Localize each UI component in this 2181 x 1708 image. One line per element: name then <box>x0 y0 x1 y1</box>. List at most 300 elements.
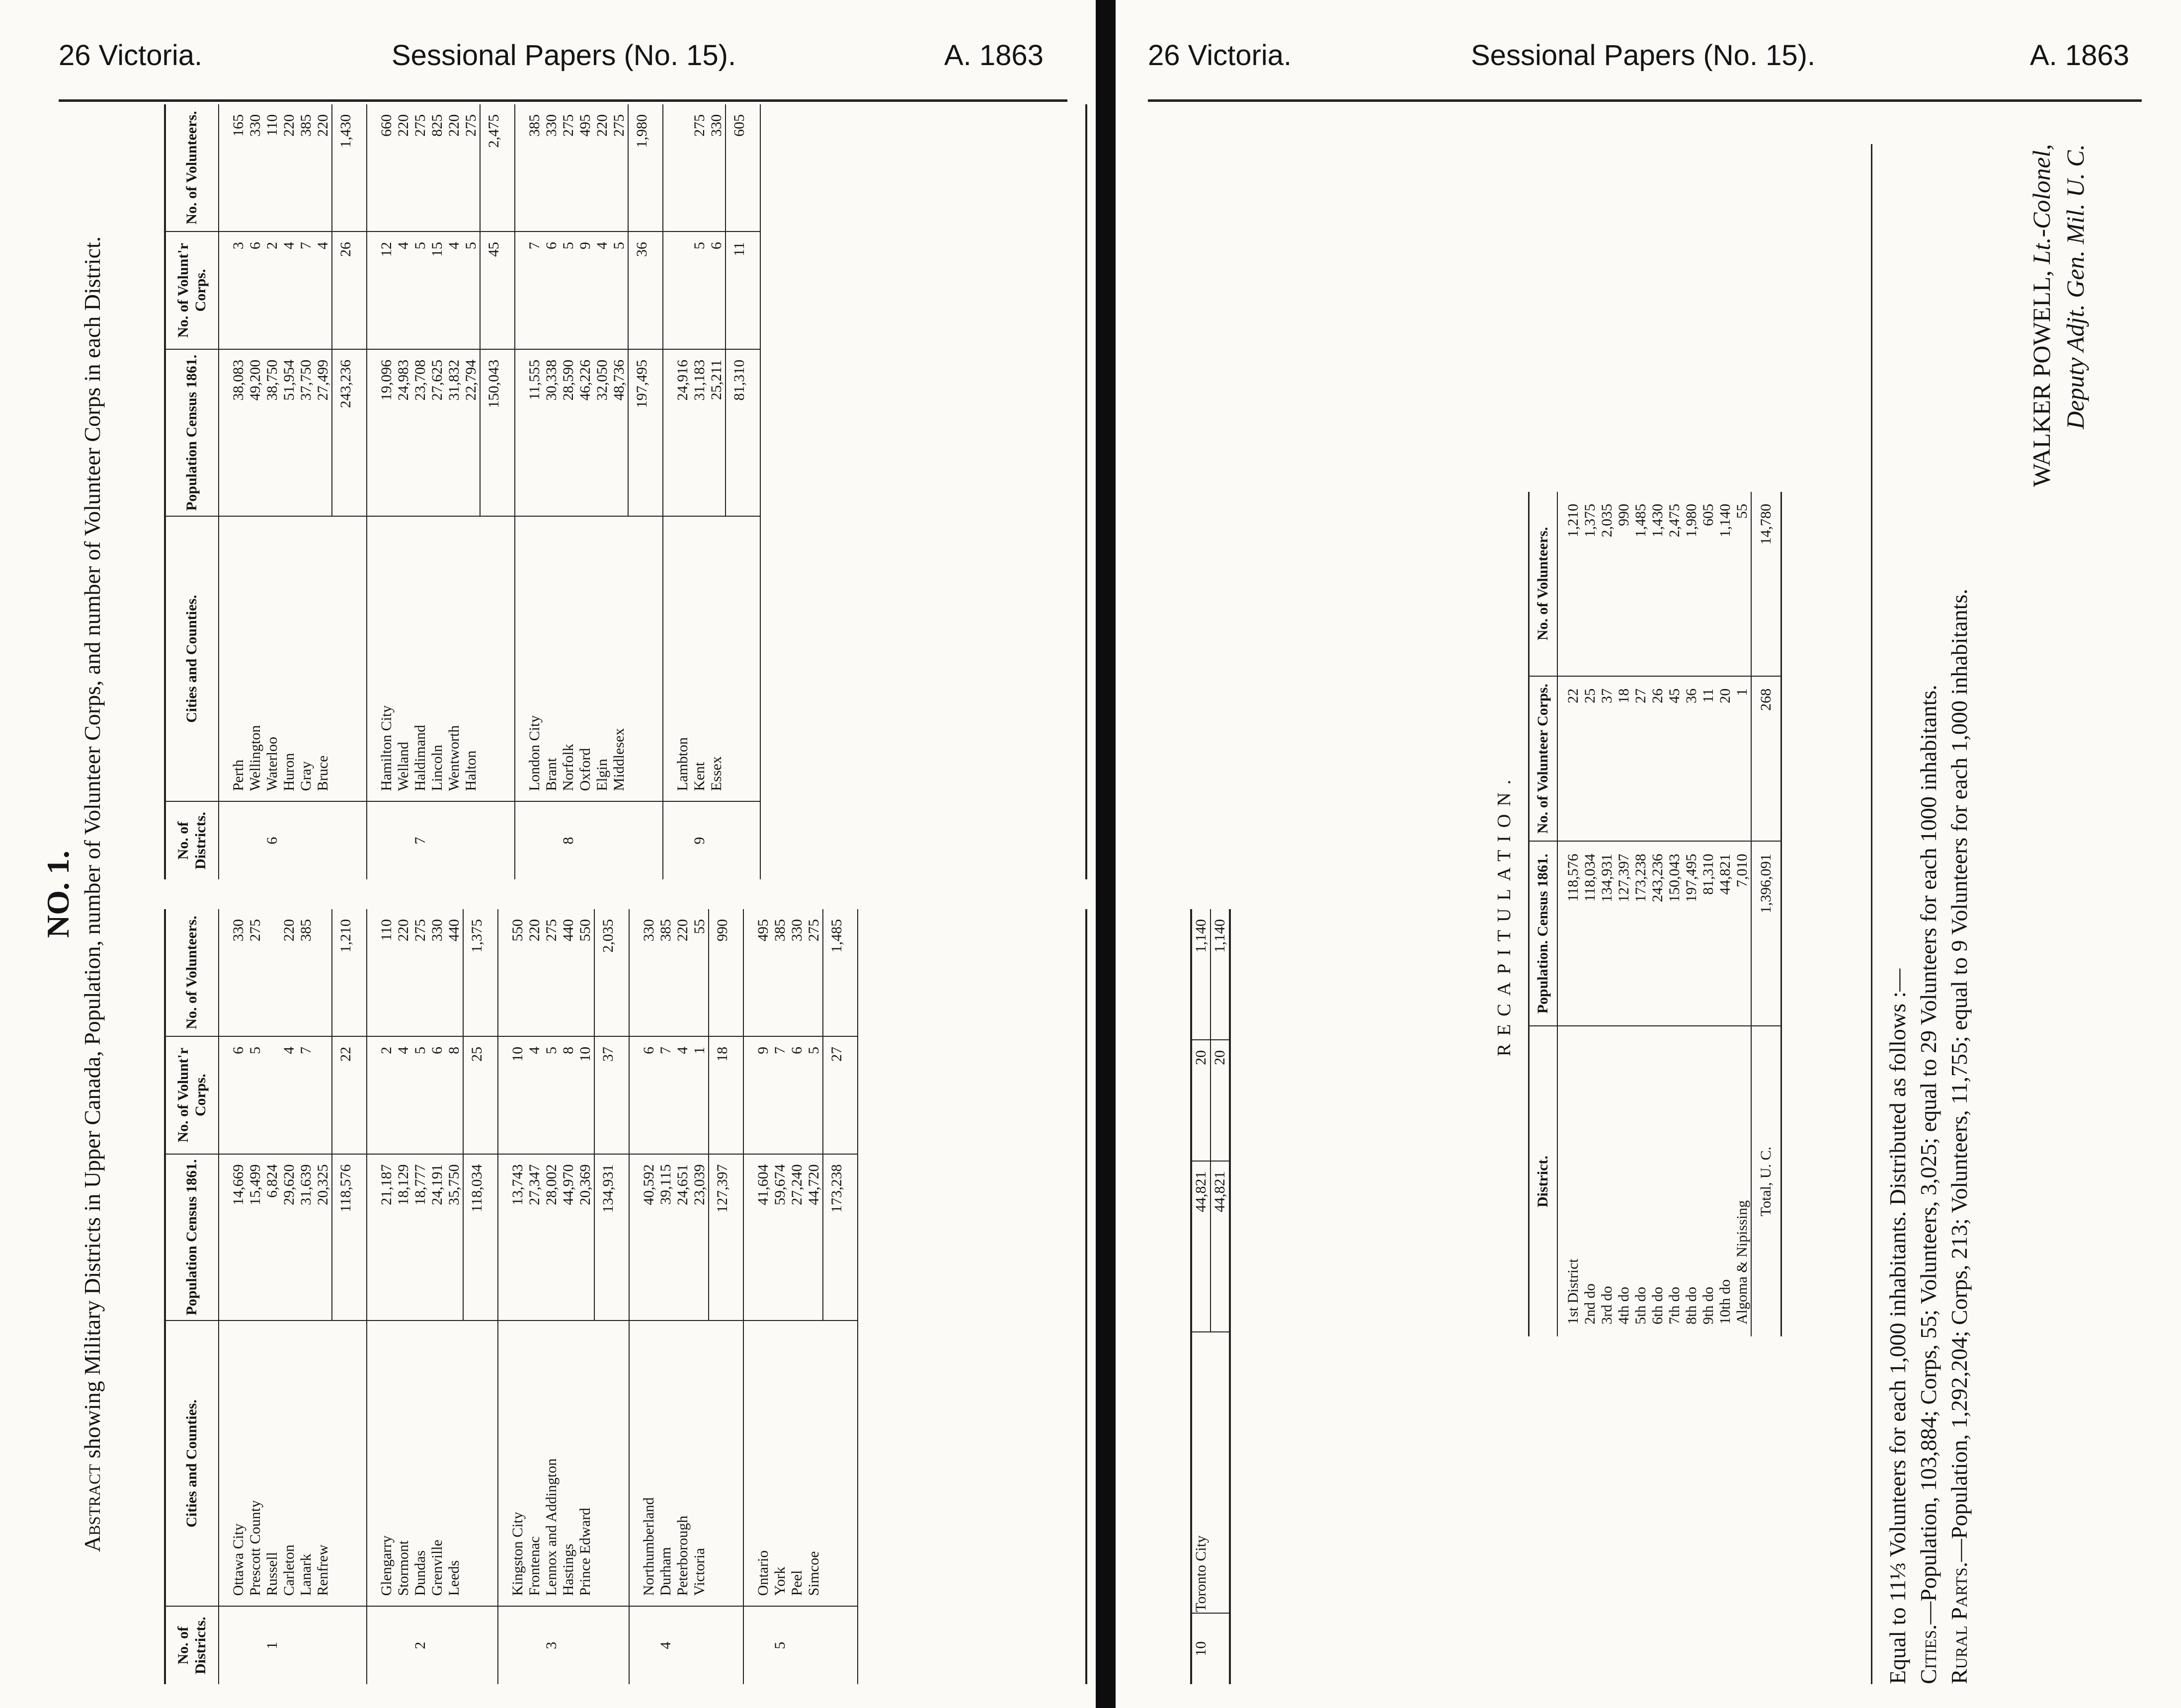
population-value: 27,499 <box>315 349 332 516</box>
volunteers-total: 1,485 <box>823 909 858 1036</box>
total-row <box>709 909 743 1684</box>
district-number <box>515 801 543 879</box>
district-number: 2 <box>412 1606 429 1684</box>
district-number <box>691 1606 709 1684</box>
recap-corps: 37 <box>1599 676 1616 842</box>
header-session-right: 26 Victoria. <box>1148 39 1292 72</box>
table-row <box>395 104 412 879</box>
population-value: 30,338 <box>543 349 560 516</box>
volunteers-value: 385 <box>657 919 674 941</box>
district-col-header: No. of Districts. <box>166 1606 219 1684</box>
table-row <box>446 909 463 1684</box>
population-value: 48,736 <box>611 349 628 516</box>
population-value: 23,708 <box>412 349 429 516</box>
recap-total-corps: 268 <box>1751 676 1781 842</box>
corps-value: 6 <box>543 232 560 349</box>
blank-cell <box>823 1320 858 1606</box>
corps-value: 4 <box>674 1036 691 1154</box>
city-name: Welland <box>395 516 412 801</box>
volunteers-value: 275 <box>412 114 428 137</box>
population-value: 27,347 <box>526 1154 543 1321</box>
recap-population: 127,397 <box>1616 841 1632 1026</box>
city-name: Perth <box>219 516 247 801</box>
volunteers-total: 990 <box>709 909 743 1036</box>
population-value: 40,592 <box>629 1154 657 1321</box>
recap-row <box>1632 492 1649 1336</box>
blank-cell <box>628 516 663 801</box>
volunteers-value <box>264 909 281 1036</box>
population-value: 24,191 <box>429 1154 446 1321</box>
district-number <box>611 801 628 879</box>
volunteers-total: 1,375 <box>463 909 498 1036</box>
district-number <box>315 1606 332 1684</box>
population-value: 25,211 <box>708 349 726 516</box>
total-row <box>726 104 760 879</box>
blank-cell <box>709 1320 743 1606</box>
population-value: 27,240 <box>789 1154 806 1321</box>
table-row <box>247 104 264 879</box>
population-value: 51,954 <box>281 349 298 516</box>
district-number: 1 <box>264 1606 281 1684</box>
district-number <box>577 801 594 879</box>
city-name: Carleton <box>281 1320 298 1606</box>
city-name: Peel <box>789 1320 806 1606</box>
blank-cell <box>823 1606 858 1684</box>
table-row <box>219 909 247 1684</box>
city-name: Lanark <box>298 1320 315 1606</box>
district-number <box>429 801 446 879</box>
district-number <box>577 1606 594 1684</box>
corps-total: 36 <box>628 232 663 349</box>
recap-row <box>1717 492 1734 1336</box>
recap-corps: 18 <box>1616 676 1632 842</box>
volunteers-value: 440 <box>560 919 576 941</box>
recap-corps: 26 <box>1649 676 1666 842</box>
corps-total: 27 <box>823 1036 858 1154</box>
population-value: 13,743 <box>498 1154 526 1321</box>
signature-office: Deputy Adjt. Gen. Mil. U. C. <box>2061 144 2089 429</box>
population-value: 31,832 <box>446 349 463 516</box>
city-name: Northumberland <box>629 1320 657 1606</box>
note-rural-label: Rural Parts. <box>1946 1561 1972 1684</box>
volunteers-total: 1,430 <box>332 104 367 232</box>
volunteers-value: 220 <box>526 919 543 941</box>
population-total: 197,495 <box>628 349 663 516</box>
table-row <box>629 909 657 1684</box>
city-name: Ottawa City <box>219 1320 247 1606</box>
city-name: Peterborough <box>674 1320 691 1606</box>
recap-volunteers: 1,375 <box>1581 504 1598 538</box>
blank-cell <box>594 1606 629 1684</box>
table-row <box>594 104 611 879</box>
district-number <box>560 1606 577 1684</box>
recap-district: 10th do <box>1717 1026 1734 1336</box>
district-number <box>674 1606 691 1684</box>
corps-value: 5 <box>560 232 577 349</box>
city-name: Kingston City <box>498 1320 526 1606</box>
notes <box>1871 144 1975 1684</box>
abstract-table <box>166 909 858 1684</box>
corps-value: 5 <box>543 1036 560 1154</box>
population-total: 134,931 <box>594 1154 629 1321</box>
corps-value: 6 <box>247 232 264 349</box>
recap-row <box>1599 492 1616 1336</box>
district-number <box>663 801 691 879</box>
corps-value: 8 <box>446 1036 463 1154</box>
volunteers-value: 495 <box>577 114 593 137</box>
city-name: Wentworth <box>446 516 463 801</box>
population-value: 24,651 <box>674 1154 691 1321</box>
population-value: 46,226 <box>577 349 594 516</box>
population-value: 20,325 <box>315 1154 332 1321</box>
volunteers-value: 220 <box>594 114 610 137</box>
recap-population: 7,010 <box>1734 841 1751 1026</box>
recap-corps: 20 <box>1717 676 1734 842</box>
recap-row <box>1700 492 1717 1336</box>
corps-value: 6 <box>708 232 726 349</box>
corps-col-header: No. of Volunt'r Corps. <box>166 1036 219 1154</box>
table-row <box>264 104 281 879</box>
corps-value: 9 <box>743 1036 772 1154</box>
population-value: 19,096 <box>367 349 395 516</box>
corps-total: 45 <box>480 232 515 349</box>
corps-value: 5 <box>412 1036 429 1154</box>
signature-line1 <box>2025 144 2059 740</box>
city-name: Essex <box>708 516 726 801</box>
left-rotated-content <box>40 104 1093 1684</box>
recap-volunteers: 605 <box>1699 504 1716 526</box>
city-name: Prince Edward <box>577 1320 594 1606</box>
district-number <box>281 801 298 879</box>
table-row <box>446 104 463 879</box>
table-row <box>674 909 691 1684</box>
city-name: Prescott County <box>247 1320 264 1606</box>
table-row <box>281 104 298 879</box>
corps-value: 4 <box>315 232 332 349</box>
volunteers-value: 220 <box>395 919 411 941</box>
population-value: 44,970 <box>560 1154 577 1321</box>
document-title <box>80 124 106 1664</box>
corps-value <box>663 232 691 349</box>
right-rotated-content <box>1135 104 2149 1684</box>
district-number: 8 <box>560 801 577 879</box>
corps-total: 22 <box>332 1036 367 1154</box>
city-name: Norfolk <box>560 516 577 801</box>
blank-cell <box>332 1606 367 1684</box>
city-name: Waterloo <box>264 516 281 801</box>
population-value: 24,916 <box>663 349 691 516</box>
recap-corps: 11 <box>1700 676 1717 842</box>
recap-corps: 25 <box>1582 676 1599 842</box>
total-row <box>463 909 498 1684</box>
population-value: 59,674 <box>772 1154 789 1321</box>
volunteers-value: 275 <box>412 919 428 941</box>
population-total: 44,821 <box>1211 1161 1230 1332</box>
table-row <box>412 909 429 1684</box>
total-row <box>823 909 858 1684</box>
blank-cell <box>332 516 367 801</box>
volunteers-total: 605 <box>726 104 760 232</box>
corps-value: 4 <box>395 232 412 349</box>
corps-value <box>315 1036 332 1154</box>
recap-corps: 1 <box>1734 676 1751 842</box>
city-name: York <box>772 1320 789 1606</box>
corps-value: 9 <box>577 232 594 349</box>
district-number <box>789 1606 806 1684</box>
note-cities-text: —Population, 103,884; Corps, 55; Volunteers, 3,025; equal to 29 Volunteers for each 1000 inhabitants. <box>1916 685 1941 1625</box>
table-row <box>806 909 823 1684</box>
table-row <box>577 104 594 879</box>
volunteers-value: 385 <box>298 114 314 137</box>
recap-population: 81,310 <box>1700 841 1717 1026</box>
corps-value: 3 <box>219 232 247 349</box>
recap-district: 1st District <box>1557 1026 1582 1336</box>
table-row <box>367 909 395 1684</box>
blank-cell <box>480 516 515 801</box>
corps-value: 7 <box>772 1036 789 1154</box>
table-row <box>691 909 709 1684</box>
recap-volunteers: 1,980 <box>1683 504 1699 538</box>
table-row <box>543 104 560 879</box>
district-number <box>446 801 463 879</box>
city-name: London City <box>515 516 543 801</box>
signature-rank: Lt.-Colonel, <box>2027 144 2055 264</box>
district-number: 10 <box>1191 1613 1211 1684</box>
recap-row <box>1582 492 1599 1336</box>
blank-cell <box>332 801 367 879</box>
corps-col-header: No. of Volunt'r Corps. <box>166 232 219 349</box>
table-row <box>429 104 446 879</box>
recap-corps: 27 <box>1632 676 1649 842</box>
volunteers-value: 275 <box>247 919 263 941</box>
population-total: 173,238 <box>823 1154 858 1321</box>
city-name: Victoria <box>691 1320 709 1606</box>
recap-volunteers: 55 <box>1733 504 1750 519</box>
corps-total: 25 <box>463 1036 498 1154</box>
population-value: 18,129 <box>395 1154 412 1321</box>
city-name: Haldimand <box>412 516 429 801</box>
volunteers-value: 55 <box>691 919 708 934</box>
corps-value: 5 <box>691 232 708 349</box>
volunteers-col-header: No. of Volunteers. <box>166 104 219 232</box>
note-cities <box>1913 144 1944 1684</box>
table-row <box>298 104 315 879</box>
recap-district: 4th do <box>1616 1026 1632 1336</box>
corps-value: 6 <box>789 1036 806 1154</box>
volunteers-value: 330 <box>230 919 246 941</box>
corps-value: 1 <box>691 1036 709 1154</box>
population-value: 44,821 <box>1191 1161 1211 1332</box>
recap-district: 3rd do <box>1599 1026 1616 1336</box>
table-row <box>315 104 332 879</box>
table-row <box>315 909 332 1684</box>
corps-value: 7 <box>657 1036 674 1154</box>
recap-district: Algoma & Nipissing <box>1734 1026 1751 1336</box>
city-name: Hastings <box>560 1320 577 1606</box>
table-row <box>219 104 247 879</box>
city-name: Oxford <box>577 516 594 801</box>
corps-value: 5 <box>247 1036 264 1154</box>
volunteers-value: 220 <box>674 919 691 941</box>
recap-title: RECAPITULATION. <box>1494 772 1515 1057</box>
recap-total-population: 1,396,091 <box>1751 841 1781 1026</box>
corps-value: 15 <box>429 232 446 349</box>
volunteers-value: 275 <box>463 114 479 137</box>
volunteers-total: 2,035 <box>594 909 629 1036</box>
corps-value: 20 <box>1191 1040 1211 1161</box>
total-row <box>594 909 629 1684</box>
population-value: 23,039 <box>691 1154 709 1321</box>
table-row <box>611 104 628 879</box>
population-value: 27,625 <box>429 349 446 516</box>
table-row <box>463 104 480 879</box>
corps-value: 6 <box>429 1036 446 1154</box>
population-value: 29,620 <box>281 1154 298 1321</box>
city-name: Kent <box>691 516 708 801</box>
table-row <box>663 104 691 879</box>
volunteers-value: 275 <box>611 114 627 137</box>
total-row <box>628 104 663 879</box>
table-row <box>691 104 708 879</box>
district-number <box>367 801 395 879</box>
city-name: Lincoln <box>429 516 446 801</box>
table-row <box>412 104 429 879</box>
volunteers-value: 275 <box>691 114 708 137</box>
recap-district: 9th do <box>1700 1026 1717 1336</box>
header-year-right: A. 1863 <box>2030 39 2129 72</box>
district-number <box>247 1606 264 1684</box>
volunteers-value: 275 <box>543 919 560 941</box>
recap-corps: 22 <box>1557 676 1582 842</box>
cities-col-header: Cities and Counties. <box>166 1320 219 1606</box>
volunteers-value: 330 <box>641 919 657 941</box>
city-name: Huron <box>281 516 298 801</box>
abstract-table <box>166 104 761 879</box>
district-number <box>498 1606 526 1684</box>
city-name: Brant <box>543 516 560 801</box>
recap-population: 150,043 <box>1666 841 1683 1026</box>
corps-value: 7 <box>298 232 315 349</box>
population-value: 41,604 <box>743 1154 772 1321</box>
city-name: Bruce <box>315 516 332 801</box>
recap-population: 243,236 <box>1649 841 1666 1026</box>
table-row <box>543 909 560 1684</box>
district-number <box>543 801 560 879</box>
district-number <box>281 1606 298 1684</box>
table-row <box>560 909 577 1684</box>
recap-volunteers: 1,140 <box>1716 504 1733 538</box>
recap-volunteers: 1,210 <box>1564 504 1581 538</box>
volunteers-total: 2,475 <box>480 104 515 232</box>
district-number <box>594 801 611 879</box>
district-number <box>446 1606 463 1684</box>
blank-cell <box>594 1320 629 1606</box>
blank-cell <box>463 1320 498 1606</box>
table-row <box>247 909 264 1684</box>
corps-value: 5 <box>463 232 480 349</box>
volunteers-value: 660 <box>378 114 395 137</box>
signature-name: WALKER POWELL, <box>2027 270 2055 487</box>
signature <box>2025 144 2092 740</box>
corps-value: 2 <box>367 1036 395 1154</box>
population-col-header: Population Census 1861. <box>166 349 219 516</box>
recap-row <box>1616 492 1632 1336</box>
district-number <box>429 1606 446 1684</box>
blank-cell <box>726 516 760 801</box>
population-total: 81,310 <box>726 349 760 516</box>
volunteers-total: 1,140 <box>1211 909 1230 1040</box>
table-row <box>743 909 772 1684</box>
table-row <box>708 104 726 879</box>
recap-population: 44,821 <box>1717 841 1734 1026</box>
blank-cell <box>726 801 760 879</box>
corps-value: 5 <box>806 1036 823 1154</box>
recap-corps: 36 <box>1683 676 1700 842</box>
blank-cell <box>332 1320 367 1606</box>
volunteers-value: 385 <box>298 919 314 941</box>
volunteers-value <box>663 104 691 232</box>
note-rural <box>1944 144 1975 1684</box>
doc-number: NO. 1. <box>40 851 76 938</box>
district-number <box>708 801 726 879</box>
abstract-table-a <box>164 909 1087 1684</box>
blank-cell <box>480 801 515 879</box>
district-number <box>367 1606 395 1684</box>
corps-value: 12 <box>367 232 395 349</box>
city-name: Simcoe <box>806 1320 823 1606</box>
corps-value: 6 <box>629 1036 657 1154</box>
recap-volunteers: 1,485 <box>1632 504 1649 538</box>
recap-col-population: Population. Census 1861. <box>1529 841 1557 1026</box>
city-name: Toronto City <box>1191 1332 1211 1613</box>
corps-value: 10 <box>577 1036 594 1154</box>
district-number <box>629 1606 657 1684</box>
district-col-header: No. of Districts. <box>166 801 219 879</box>
city-name: Durham <box>657 1320 674 1606</box>
corps-value: 10 <box>498 1036 526 1154</box>
header-papers-right: Sessional Papers (No. 15). <box>1471 39 1816 72</box>
volunteers-value: 385 <box>772 919 788 941</box>
total-row <box>332 104 367 879</box>
recap-district: 8th do <box>1683 1026 1700 1336</box>
population-value: 28,002 <box>543 1154 560 1321</box>
corps-total: 18 <box>709 1036 743 1154</box>
corps-value: 8 <box>560 1036 577 1154</box>
title-rest: showing Military Districts in Upper Canada, Population, number of Volunteer Corps, and number of Volunteer Corps in each District. <box>80 236 105 1459</box>
table-row <box>281 909 298 1684</box>
recap-col-volunteers: No. of Volunteers. <box>1529 492 1557 676</box>
table-row <box>789 909 806 1684</box>
title-lead: Abstract <box>80 1464 105 1553</box>
volunteers-value: 495 <box>755 919 771 941</box>
volunteers-total: 1,210 <box>332 909 367 1036</box>
recap-row <box>1666 492 1683 1336</box>
note-line1: Equal to 11⅓ Volunteers for each 1,000 inhabitants. Distributed as follows :— <box>1885 968 1910 1684</box>
corps-value: 5 <box>412 232 429 349</box>
district-number <box>219 1606 247 1684</box>
header-session: 26 Victoria. <box>59 39 203 72</box>
volunteers-value: 330 <box>708 114 725 137</box>
right-page <box>1116 0 2181 1708</box>
header-rule-right <box>1148 99 2142 102</box>
abstract-table-b <box>164 104 1087 879</box>
volunteers-value: 220 <box>281 919 297 941</box>
population-value: 37,750 <box>298 349 315 516</box>
recap-total-row <box>1751 492 1781 1336</box>
recap-volunteers: 1,430 <box>1649 504 1666 538</box>
corps-total: 11 <box>726 232 760 349</box>
population-value: 44,720 <box>806 1154 823 1321</box>
